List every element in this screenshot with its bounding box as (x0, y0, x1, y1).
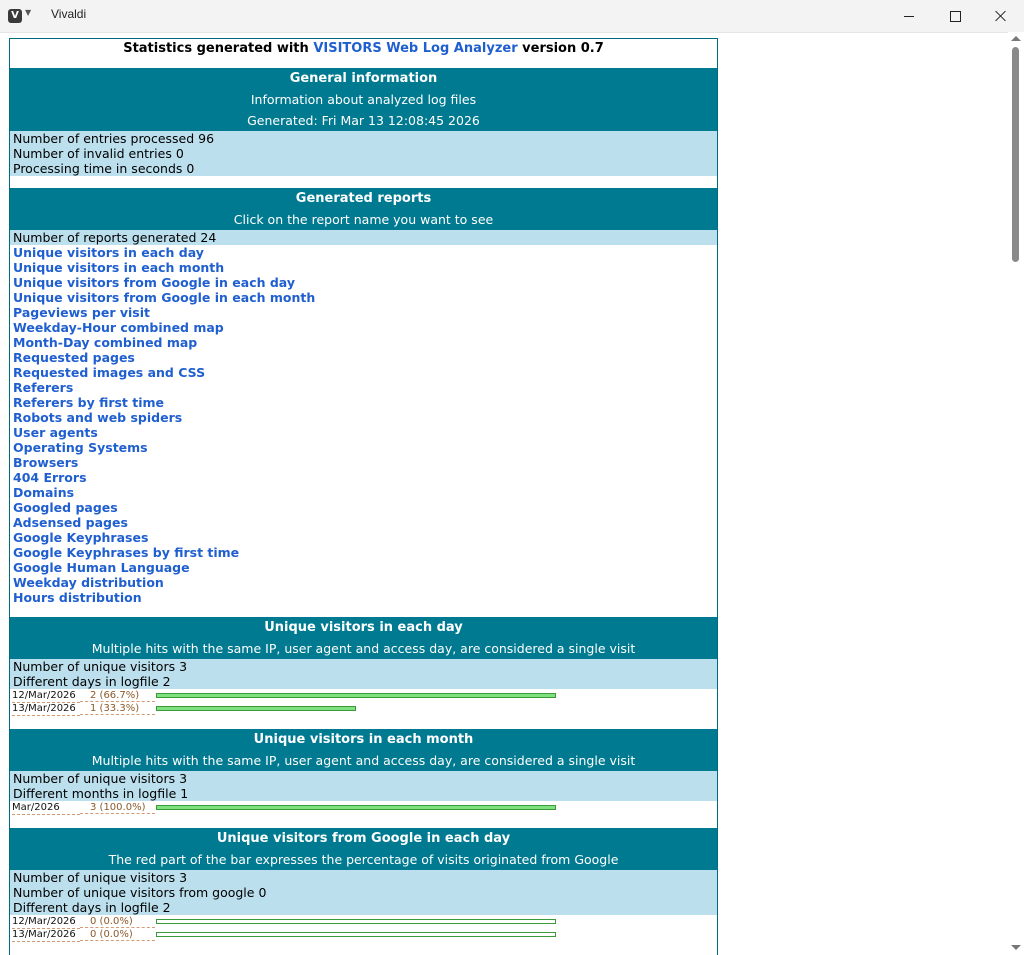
section-title: General information (10, 68, 717, 89)
section-gap (10, 717, 717, 729)
report-page (9, 38, 718, 955)
section-description: Click on the report name you want to see (10, 209, 717, 230)
report-link[interactable]: Month-Day combined map (13, 335, 198, 350)
section-gap (10, 943, 717, 955)
report-link[interactable]: Domains (13, 485, 75, 500)
section-description: Multiple hits with the same IP, user agent and access day, are considered a single visit (10, 638, 717, 659)
report-link[interactable]: Google Human Language (13, 560, 190, 575)
info-line: Number of unique visitors from google 0 (13, 885, 267, 900)
stat-section (10, 828, 717, 955)
section-title: Unique visitors in each month (10, 729, 717, 750)
section-title: Unique visitors in each day (10, 617, 717, 638)
report-links-list (10, 245, 717, 605)
report-link[interactable]: 404 Errors (13, 470, 87, 485)
section-description: The red part of the bar expresses the percentage of visits originated from Google (10, 849, 717, 870)
general-info-section (10, 68, 717, 176)
section-description: Multiple hits with the same IP, user agent and access day, are considered a single visit (10, 750, 717, 771)
report-link[interactable]: Browsers (13, 455, 79, 470)
section-title: Unique visitors from Google in each day (10, 828, 717, 849)
section-gap (10, 605, 717, 617)
report-link[interactable]: Unique visitors in each day (13, 245, 204, 260)
bar-track (156, 805, 556, 810)
report-link[interactable]: Googled pages (13, 500, 118, 515)
bar-label: 12/Mar/2026 (12, 690, 80, 703)
bar-track (156, 919, 556, 924)
close-icon (995, 10, 1007, 22)
report-link[interactable]: Adsensed pages (13, 515, 128, 530)
minimize-button[interactable] (886, 0, 932, 32)
report-link[interactable]: Robots and web spiders (13, 410, 183, 425)
heading-prefix: Statistics generated with (123, 41, 314, 56)
info-line: Number of unique visitors 3 (13, 659, 188, 674)
section-gap (10, 176, 717, 188)
bar-empty (156, 919, 556, 924)
scroll-down-arrow-icon[interactable] (1011, 945, 1021, 950)
scroll-thumb[interactable] (1012, 47, 1019, 262)
bar-row (10, 916, 717, 929)
bar-label: 12/Mar/2026 (12, 916, 80, 929)
stat-section (10, 729, 717, 828)
report-link[interactable]: Referers (13, 380, 74, 395)
section-info-lines (10, 771, 717, 801)
report-link[interactable]: Referers by first time (13, 395, 165, 410)
bar-label: 13/Mar/2026 (12, 703, 80, 716)
bar-list (10, 689, 717, 717)
bar-track (156, 693, 556, 698)
maximize-icon (950, 11, 961, 22)
info-line: Number of entries processed 96 (13, 131, 215, 146)
report-link[interactable]: Hours distribution (13, 590, 142, 605)
report-link[interactable]: Pageviews per visit (13, 305, 151, 320)
info-line: Number of invalid entries 0 (13, 146, 184, 161)
bar-list (10, 801, 717, 816)
general-info-lines (10, 131, 717, 176)
bar-value: 2 (66.7%) (80, 690, 155, 702)
bar-label: 13/Mar/2026 (12, 929, 80, 942)
stat-section (10, 617, 717, 729)
info-line: Different months in logfile 1 (13, 786, 189, 801)
report-link[interactable]: Requested images and CSS (13, 365, 206, 380)
info-line: Different days in logfile 2 (13, 674, 171, 689)
stat-sections (10, 617, 717, 955)
vertical-scrollbar[interactable] (1008, 32, 1024, 954)
close-button[interactable] (978, 0, 1024, 32)
bar-track (156, 706, 556, 711)
info-line: Processing time in seconds 0 (13, 161, 195, 176)
report-link[interactable]: Unique visitors from Google in each month (13, 290, 316, 305)
chevron-down-icon[interactable]: ▼ (25, 8, 32, 17)
report-link[interactable]: Weekday-Hour combined map (13, 320, 224, 335)
window-title: Vivaldi (51, 7, 87, 21)
report-link[interactable]: Requested pages (13, 350, 135, 365)
title-bar (0, 0, 1024, 33)
bar-value: 0 (0.0%) (80, 916, 155, 928)
heading-suffix: version 0.7 (517, 41, 604, 56)
section-info-lines (10, 870, 717, 915)
maximize-button[interactable] (932, 0, 978, 32)
bar-track (156, 932, 556, 937)
page-heading (10, 39, 717, 68)
scroll-up-arrow-icon[interactable] (1011, 36, 1021, 41)
report-link[interactable]: Unique visitors from Google in each day (13, 275, 296, 290)
info-line: Different days in logfile 2 (13, 900, 171, 915)
bar-empty (156, 932, 556, 937)
bar-value: 0 (0.0%) (80, 929, 155, 941)
generated-reports-section (10, 188, 717, 605)
visitors-link[interactable]: VISITORS Web Log Analyzer (313, 41, 518, 56)
generated-date: Generated: Fri Mar 13 12:08:45 2026 (10, 110, 717, 131)
bar-value: 1 (33.3%) (80, 703, 155, 715)
section-info-lines (10, 659, 717, 689)
bar-list (10, 915, 717, 943)
info-line: Number of unique visitors 3 (13, 870, 188, 885)
report-link[interactable]: Google Keyphrases by first time (13, 545, 240, 560)
bar-label: Mar/2026 (12, 802, 80, 815)
bar-row (10, 703, 717, 716)
section-gap (10, 816, 717, 828)
report-link[interactable]: Operating Systems (13, 440, 148, 455)
report-link[interactable]: User agents (13, 425, 98, 440)
vivaldi-logo-icon[interactable]: V (8, 9, 22, 23)
bar-row (10, 690, 717, 703)
bar-fill (156, 706, 356, 711)
report-link[interactable]: Google Keyphrases (13, 530, 149, 545)
info-line: Number of unique visitors 3 (13, 771, 188, 786)
bar-row (10, 929, 717, 942)
section-description: Information about analyzed log files (10, 89, 717, 110)
report-link[interactable]: Weekday distribution (13, 575, 164, 590)
bar-row (10, 802, 717, 815)
bar-value: 3 (100.0%) (80, 802, 155, 814)
bar-fill (156, 805, 556, 810)
minimize-icon (904, 16, 914, 17)
section-title: Generated reports (10, 188, 717, 209)
reports-count: Number of reports generated 24 (10, 230, 717, 245)
bar-fill (156, 693, 556, 698)
report-link[interactable]: Unique visitors in each month (13, 260, 225, 275)
